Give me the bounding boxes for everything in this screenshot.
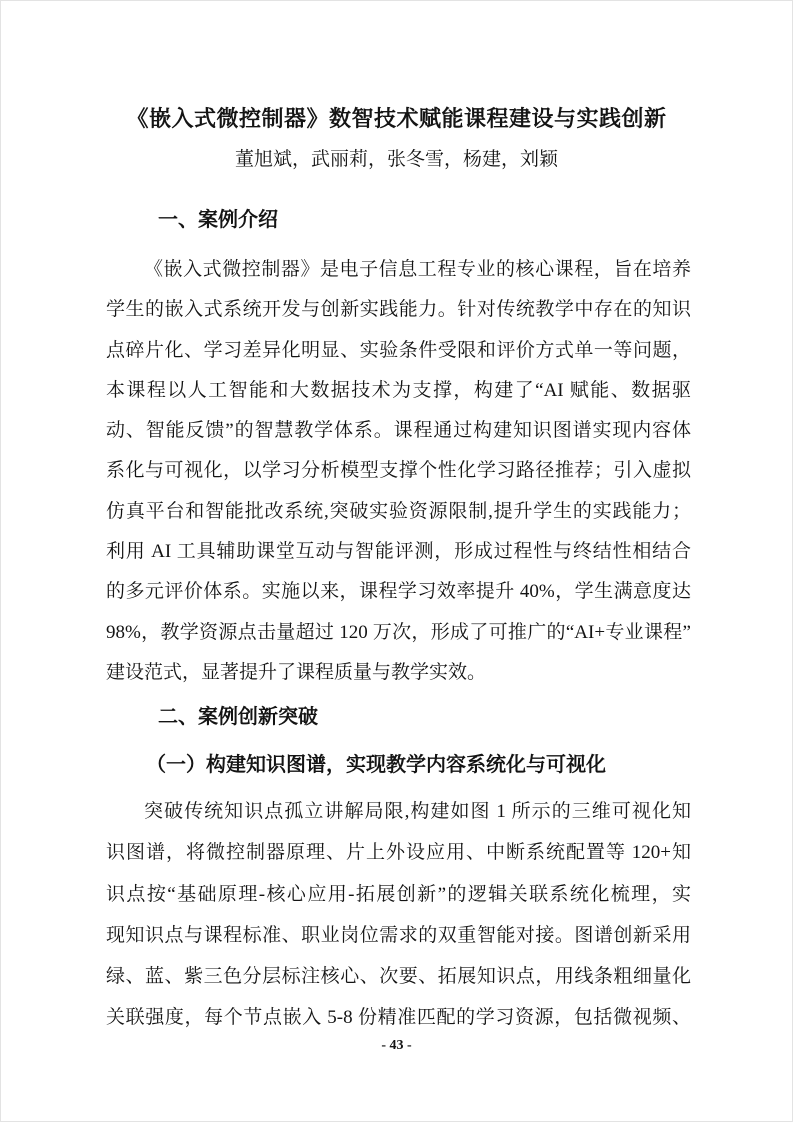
text-line: 系化与可视化，以学习分析模型支撑个性化学习路径推荐；引入虚拟 (106, 460, 691, 482)
section2-subheading: （一）构建知识图谱，实现教学内容系统化与可视化 (146, 754, 606, 776)
text-line: 98%，教学资源点击量超过 120 万次，形成了可推广的“AI+专业课程” (106, 621, 691, 643)
section1-paragraph (106, 250, 691, 693)
text-line: 突破传统知识点孤立讲解局限,构建如图 1 所示的三维可视化知 (144, 801, 691, 822)
section1-heading: 一、案例介绍 (158, 209, 278, 231)
text-line: 识图谱，将微控制器原理、片上外设应用、中断系统配置等 120+知 (106, 842, 691, 864)
text-line: 本课程以人工智能和大数据技术为支撑，构建了“AI 赋能、数据驱 (106, 379, 691, 401)
text-line: 建设范式，显著提升了课程质量与教学实效。 (106, 661, 487, 683)
text-line: 关联强度，每个节点嵌入 5-8 份精准匹配的学习资源，包括微视频、 (106, 1007, 691, 1029)
text-line: 识点按“基础原理-核心应用-拓展创新”的逻辑关联系统化梳理，实 (106, 883, 691, 905)
text-line: 学生的嵌入式系统开发与创新实践能力。针对传统教学中存在的知识 (106, 299, 691, 321)
page-number: - 43 - (381, 1038, 412, 1053)
section2-paragraph (106, 791, 691, 1039)
doc-title: 《嵌入式微控制器》数智技术赋能课程建设与实践创新 (126, 106, 667, 131)
text-line: 利用 AI 工具辅助课堂互动与智能评测，形成过程性与终结性相结合 (106, 541, 691, 563)
text-line: 仿真平台和智能批改系统,突破实验资源限制,提升学生的实践能力； (106, 500, 691, 522)
text-line: 绿、蓝、紫三色分层标注核心、次要、拓展知识点，用线条粗细量化 (106, 966, 691, 988)
section2-heading: 二、案例创新突破 (158, 706, 318, 728)
doc-authors: 董旭斌，武丽莉，张冬雪，杨建，刘颖 (234, 149, 558, 170)
text-line: 的多元评价体系。实施以来，课程学习效率提升 40%，学生满意度达 (106, 581, 691, 603)
text-line: 点碎片化、学习差异化明显、实验条件受限和评价方式单一等问题， (106, 339, 691, 361)
text-line: 《嵌入式微控制器》是电子信息工程专业的核心课程，旨在培养 (144, 259, 691, 280)
text-line: 现知识点与课程标准、职业岗位需求的双重智能对接。图谱创新采用 (106, 924, 691, 946)
text-line: 动、智能反馈”的智慧教学体系。课程通过构建知识图谱实现内容体 (106, 420, 691, 442)
